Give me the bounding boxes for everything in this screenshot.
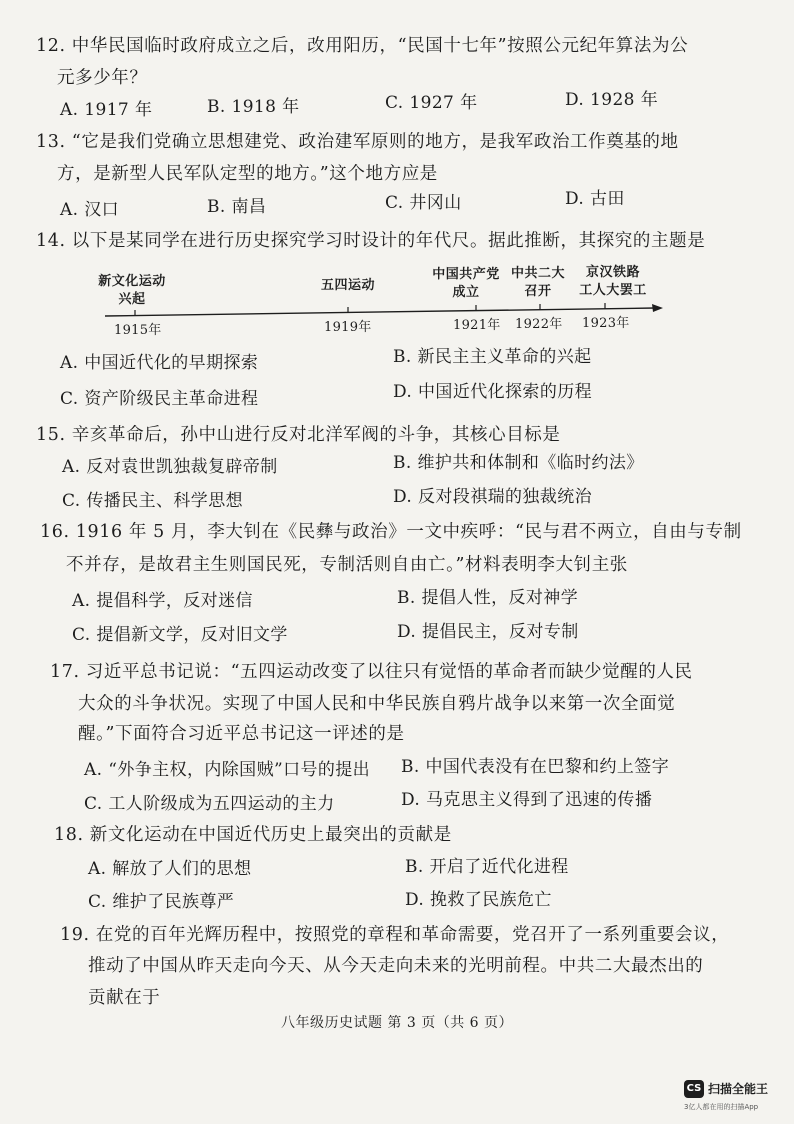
question-14-option-d: D. 中国近代化探索的历程 (393, 382, 593, 402)
question-18-option-c: C. 维护了民族尊严 (88, 892, 235, 912)
page-footer: 八年级历史试题 第 3 页（共 6 页） (280, 1015, 514, 1031)
timeline-event-3-label: 中国共产党 成立 (432, 267, 500, 300)
question-15-line-1: 15. 辛亥革命后，孙中山进行反对北洋军阀的斗争，其核心目标是 (36, 425, 561, 445)
question-19-line-3: 贡献在于 (88, 988, 161, 1008)
question-15-option-d: D. 反对段祺瑞的独裁统治 (393, 487, 593, 507)
question-19-line-2: 推动了中国从昨天走向今天、从今天走向未来的光明前程。中共二大最杰出的 (88, 956, 704, 976)
question-17-option-d: D. 马克思主义得到了迅速的传播 (401, 790, 653, 810)
question-18-option-d: D. 挽救了民族危亡 (405, 890, 552, 910)
question-17-option-a: A. “外争主权，内除国贼”口号的提出 (84, 760, 371, 780)
question-16-option-c: C. 提倡新文学，反对旧文学 (72, 625, 288, 645)
question-18-line-1: 18. 新文化运动在中国近代历史上最突出的贡献是 (54, 825, 452, 845)
question-12-option-c: C. 1927 年 (385, 93, 478, 113)
camscanner-logo-icon: CS (684, 1080, 704, 1098)
question-17-option-c: C. 工人阶级成为五四运动的主力 (84, 794, 335, 814)
question-18-option-b: B. 开启了近代化进程 (405, 857, 569, 877)
question-12-option-d: D. 1928 年 (565, 90, 659, 110)
scanner-watermark (684, 1080, 794, 1120)
question-14-option-a: A. 中国近代化的早期探索 (60, 353, 259, 373)
scanner-app-name: 扫描全能王 (708, 1082, 769, 1096)
question-12-line-1: 12. 中华民国临时政府成立之后，改用阳历，“民国十七年”按照公元纪年算法为公 (36, 36, 689, 56)
question-16-option-b: B. 提倡人性，反对神学 (397, 588, 579, 608)
question-15-option-b: B. 维护共和体制和《临时约法》 (393, 453, 644, 473)
question-19-line-1: 19. 在党的百年光辉历程中，按照党的章程和革命需要，党召开了一系列重要会议， (60, 925, 730, 945)
question-14-option-b: B. 新民主主义革命的兴起 (393, 347, 592, 367)
question-14-line-1: 14. 以下是某同学在进行历史探究学习时设计的年代尺。据此推断，其探究的主题是 (36, 231, 706, 251)
question-17-line-3: 醒。”下面符合习近平总书记这一评述的是 (78, 724, 405, 744)
question-17-line-1: 17. 习近平总书记说：“五四运动改变了以往只有觉悟的革命者而缺少觉醒的人民 (50, 662, 693, 682)
question-15-option-a: A. 反对袁世凯独裁复辟帝制 (62, 457, 278, 477)
timeline-event-1-label: 新文化运动 兴起 (98, 274, 166, 307)
question-13-option-a: A. 汉口 (60, 200, 120, 220)
question-13-line-1: 13. “它是我们党确立思想建党、政治建军原则的地方，是我军政治工作奠基的地 (36, 132, 679, 152)
timeline-event-1-year: 1915年 (114, 323, 162, 338)
question-12-option-b: B. 1918 年 (207, 97, 300, 117)
scanner-slogan: 3亿人都在用的扫描App (684, 1103, 759, 1111)
question-17-line-2: 大众的斗争状况。实现了中国人民和中华民族自鸦片战争以来第一次全面觉 (78, 694, 676, 714)
question-18-option-a: A. 解放了人们的思想 (88, 859, 252, 879)
timeline-ruler (0, 255, 794, 345)
question-13-option-d: D. 古田 (565, 189, 625, 209)
timeline-event-4-year: 1922年 (515, 317, 563, 332)
question-16-option-d: D. 提倡民主，反对专制 (397, 622, 579, 642)
question-17-option-b: B. 中国代表没有在巴黎和约上签字 (401, 757, 670, 777)
timeline-event-3-year: 1921年 (453, 318, 501, 333)
timeline-event-4-label: 中共二大 召开 (510, 266, 565, 299)
question-16-line-1: 16. 1916 年 5 月，李大钊在《民彝与政治》一文中疾呼：“民与君不两立，自由与专制 (40, 522, 742, 542)
timeline-event-5-year: 1923年 (582, 316, 630, 331)
question-13-line-2: 方，是新型人民军队定型的地方。”这个地方应是 (57, 164, 438, 184)
question-14-option-c: C. 资产阶级民主革命进程 (60, 389, 259, 409)
question-12-line-2: 元多少年？ (57, 68, 148, 88)
question-15-option-c: C. 传播民主、科学思想 (62, 491, 244, 511)
question-16-line-2: 不并存，是故君主生则国民死，专制活则自由亡。”材料表明李大钊主张 (66, 555, 628, 575)
timeline-event-2-label: 五四运动 (320, 278, 375, 293)
question-13-option-c: C. 井冈山 (385, 193, 462, 213)
question-16-option-a: A. 提倡科学，反对迷信 (72, 591, 253, 611)
question-13-option-b: B. 南昌 (207, 197, 267, 217)
timeline-event-5-label: 京汉铁路 工人大罢工 (579, 265, 647, 298)
timeline-event-2-year: 1919年 (324, 320, 372, 335)
question-12-option-a: A. 1917 年 (60, 100, 153, 120)
